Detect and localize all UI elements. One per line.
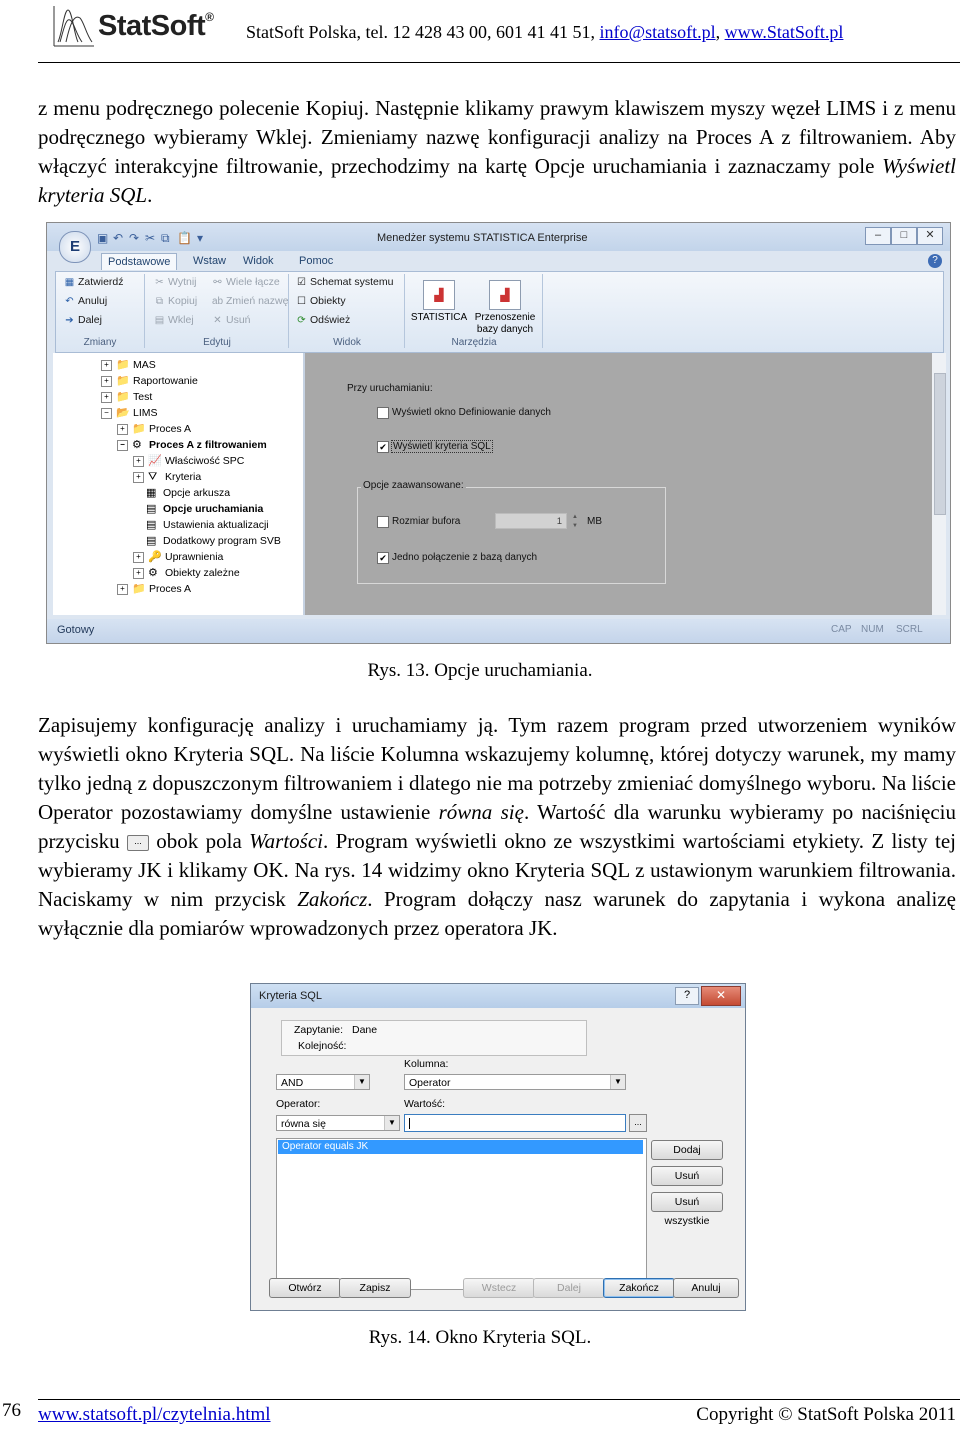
folder-icon: 📁 <box>132 423 146 435</box>
spin-arrows-icon[interactable]: ▲ ▼ <box>572 514 578 529</box>
database-chart-icon: ▟ <box>489 280 521 310</box>
tree-item[interactable]: ▤ Dodatkowy program SVB <box>146 535 281 547</box>
folder-icon: 📁 <box>116 359 130 371</box>
buffer-size-label: Rozmiar bufora <box>392 516 461 527</box>
buffer-size-input[interactable]: 1 <box>495 513 567 529</box>
chevron-down-icon: ▼ <box>610 1075 625 1089</box>
caps-indicator: CAP <box>831 624 852 635</box>
tree-item[interactable]: + ⛛ Kryteria <box>133 469 201 485</box>
value-input[interactable] <box>404 1114 626 1132</box>
query-value: Dane <box>352 1024 378 1036</box>
single-connection-checkbox[interactable]: ✔ <box>377 552 389 564</box>
vertical-scrollbar[interactable] <box>932 353 946 615</box>
qat-dropdown-icon[interactable]: ▾ <box>197 231 204 245</box>
group-label: Widok <box>333 337 361 348</box>
back-button[interactable]: Wstecz <box>463 1278 535 1298</box>
status-text: Gotowy <box>57 624 95 636</box>
svb-program-icon: ▤ <box>146 535 157 547</box>
next-button[interactable]: ➔ Dalej <box>65 314 102 326</box>
email-link[interactable]: info@statsoft.pl <box>599 22 716 42</box>
folder-icon: 📁 <box>116 375 130 387</box>
tab-widok[interactable]: Widok <box>243 255 274 267</box>
website-link[interactable]: www.StatSoft.pl <box>724 22 844 42</box>
rename-icon: ab <box>212 296 224 307</box>
paragraph-1: z menu podręcznego polecenie Kopiuj. Następnie klikamy prawym klawiszem myszy węzeł LIMS i z menu podręcznego wybieramy Wklej. Zmieniamy nazwę konfiguracji analizy na Proces A z filtrowaniem. Aby włączyć interakcyjne filtrowanie, przechodzimy na kartę Opcje uruchamiania i zaznaczamy pole Wyświetl kryteria SQL. <box>38 96 956 207</box>
arrow-right-icon: ➔ <box>65 315 74 326</box>
column-select[interactable]: Operator ▼ <box>404 1074 626 1090</box>
figure-14-dialog <box>250 983 746 1311</box>
cancel-button[interactable]: ↶ Anuluj <box>65 295 108 307</box>
copy-icon: ⧉ <box>155 296 164 307</box>
show-sql-criteria-checkbox[interactable]: ✔ <box>377 441 389 453</box>
refresh-icon: ⟳ <box>297 315 306 326</box>
group-label: Edytuj <box>203 337 231 348</box>
close-icon[interactable]: ✕ <box>917 227 943 245</box>
tab-wstaw[interactable]: Wstaw <box>193 255 226 267</box>
browse-button-glyph: ... <box>127 835 149 851</box>
scrollbar-thumb[interactable] <box>934 373 946 515</box>
query-label: Zapytanie: <box>294 1024 344 1036</box>
dialog-titlebar <box>251 984 745 1008</box>
group-narzedzia <box>406 274 543 348</box>
checkbox-checked-icon: ☑ <box>297 277 306 288</box>
advanced-label: Opcje zaawansowane: <box>363 480 464 491</box>
tree-item[interactable]: + ⚙ Obiekty zależne <box>133 565 240 581</box>
tree-item[interactable]: + 🔑 Uprawnienia <box>133 549 223 565</box>
statsoft-logo-mark-icon <box>52 4 96 48</box>
browse-values-button[interactable]: ... <box>629 1114 647 1132</box>
rename-button[interactable]: ab Zmień nazwę <box>212 295 289 307</box>
buffer-size-checkbox[interactable] <box>377 516 389 528</box>
folder-open-icon: 📂 <box>116 407 130 419</box>
paste-icon: ▤ <box>154 315 165 326</box>
approve-button[interactable]: ▦ Zatwierdź <box>64 276 124 288</box>
filter-icon: ⛛ <box>148 471 158 483</box>
cut-button[interactable]: ✂ Wytnij <box>155 276 197 288</box>
open-button[interactable]: Otwórz <box>269 1278 341 1298</box>
tree-item-active[interactable]: ▤ Opcje uruchamiania <box>146 503 264 515</box>
column-label: Kolumna: <box>404 1058 449 1070</box>
app-title: Menedżer systemu STATISTICA Enterprise <box>377 232 588 244</box>
tree-item-selected[interactable]: − ⚙ Proces A z filtrowaniem <box>117 437 267 453</box>
logo-wordmark: StatSoft® <box>98 10 214 42</box>
finish-button[interactable]: Zakończ <box>603 1278 675 1298</box>
run-label: Przy uruchamianiu: <box>347 383 433 394</box>
advanced-options-frame <box>357 487 666 584</box>
help-icon[interactable]: ? <box>928 254 942 268</box>
expand-icon: + <box>117 424 128 435</box>
delete-icon: ✕ <box>213 315 222 326</box>
tab-pomoc[interactable]: Pomoc <box>299 255 334 267</box>
update-settings-icon: ▤ <box>146 519 157 531</box>
show-define-window-label: Wyświetl okno Definiowanie danych <box>392 407 551 418</box>
page-header <box>38 0 960 62</box>
dialog-body <box>259 1014 737 1304</box>
cut-icon: ✂ <box>155 277 164 288</box>
redo-icon[interactable]: ↷ <box>129 231 140 245</box>
tree-item[interactable]: + 📁 MAS <box>101 357 156 373</box>
collapse-icon: − <box>117 440 128 451</box>
show-sql-criteria-label: Wyświetl kryteria SQL <box>393 441 491 452</box>
show-define-window-checkbox[interactable] <box>377 407 389 419</box>
ribbon <box>55 271 944 353</box>
statsoft-logo <box>52 4 262 50</box>
chevron-down-icon: ▼ <box>354 1075 369 1089</box>
figure-13-caption: Rys. 13. Opcje uruchamiania. <box>367 660 593 681</box>
dependent-objects-icon: ⚙ <box>148 567 158 579</box>
footer-link[interactable]: www.statsoft.pl/czytelnia.html <box>38 1404 271 1425</box>
minimize-icon[interactable]: – <box>865 227 891 245</box>
cancel-button[interactable]: Anuluj <box>673 1278 739 1298</box>
group-zmiany <box>56 274 145 348</box>
approve-icon: ▦ <box>64 277 75 288</box>
remove-button[interactable]: Usuń <box>651 1166 723 1186</box>
group-label: Zmiany <box>83 337 117 348</box>
tree-item[interactable]: + 📁 Test <box>101 389 152 405</box>
save-button[interactable]: Zapisz <box>339 1278 411 1298</box>
maximize-icon[interactable]: □ <box>891 227 917 245</box>
figure-13-screenshot <box>46 222 951 644</box>
tree-item[interactable]: + 📈 Właściwość SPC <box>133 453 244 469</box>
save-icon[interactable]: ▣ <box>97 231 109 245</box>
undo-icon: ↶ <box>65 296 74 307</box>
tree-item[interactable]: ▤ Ustawienia aktualizacji <box>146 519 269 531</box>
next-button[interactable]: Dalej <box>533 1278 605 1298</box>
query-info-box <box>281 1020 587 1056</box>
num-indicator: NUM <box>861 624 884 635</box>
checkbox-icon: ☐ <box>297 296 306 307</box>
tab-podstawowe[interactable]: Podstawowe <box>101 253 177 270</box>
folder-icon: 📁 <box>116 391 130 403</box>
close-icon[interactable]: ✕ <box>701 986 741 1006</box>
link-icon: ⚯ <box>213 277 222 288</box>
single-connection-label: Jedno połączenie z bazą danych <box>392 552 538 563</box>
config-tree <box>53 353 303 615</box>
chevron-down-icon: ▼ <box>384 1116 399 1130</box>
scroll-indicator: SCRL <box>896 624 923 635</box>
paste-button[interactable]: ▤ Wklej <box>154 314 194 326</box>
folder-icon: 📁 <box>132 583 146 595</box>
contact-text: StatSoft Polska, tel. 12 428 43 00, 601 41 41 51, <box>246 22 600 42</box>
header-rule <box>38 62 960 63</box>
remove-all-button[interactable]: Usuń wszystkie <box>651 1192 723 1212</box>
value-label: Wartość: <box>404 1098 446 1110</box>
multi-link-button[interactable]: ⚯ Wiele łącze <box>213 276 280 288</box>
collapse-icon: − <box>101 408 112 419</box>
expand-icon: + <box>133 472 144 483</box>
statistica-button[interactable]: ▟ STATISTICA <box>410 280 468 324</box>
tree-item[interactable]: + 📁 Proces A <box>117 421 191 437</box>
sheet-icon: ▦ <box>146 487 157 499</box>
run-options-icon: ▤ <box>146 503 157 515</box>
group-edytuj <box>146 274 289 348</box>
copyright: Copyright © StatSoft Polska 2011 <box>696 1404 956 1425</box>
paste-icon[interactable]: 📋 <box>177 231 192 245</box>
copy-button[interactable]: ⧉ Kopiuj <box>155 295 198 307</box>
logic-select[interactable]: AND ▼ <box>276 1074 370 1090</box>
cut-icon[interactable]: ✂ <box>145 231 156 245</box>
status-bar <box>47 619 950 643</box>
copy-icon[interactable]: ⧉ <box>161 231 170 245</box>
run-options-panel <box>305 353 932 615</box>
tree-item[interactable]: + 📁 Raportowanie <box>101 373 198 389</box>
app-menu-button[interactable]: E <box>59 231 91 263</box>
app-titlebar <box>47 223 950 251</box>
dialog-title: Kryteria SQL <box>259 990 322 1002</box>
expand-icon: + <box>101 360 112 371</box>
list-item[interactable]: Operator equals JK <box>278 1140 643 1154</box>
footer-rule <box>38 1399 960 1400</box>
paragraph-2: Zapisujemy konfigurację analizy i uruchamiamy ją. Tym razem program przed utworzeniem wyników wyświetli okno Kryteria SQL. Na liście Kolumna wskazujemy kolumnę, której dotyczy warunek, my mamy tylko jedną z dopuszczonym filtrowaniem i dlatego nie ma potrzeby zmieniać domyślnego wyboru. Na liście Operator pozostawiamy domyślne ustawienie równa się. Wartość dla warunku wybieramy po naciśnięciu przycisku ... obok pola Wartości. Program wyświetli okno ze wszystkimi wartościami etykiety. Z listy tej wybieramy JK i klikamy OK. Na rys. 14 widzimy okno Kryteria SQL z ustawionym warunkiem filtrowania. Naciskamy w nim przycisk Zakończ. Program dołączy nasz warunek do zapytania i wykona analizę wyłącznie dla pomiarów wprowadzonych przez operatora JK. <box>38 713 956 940</box>
tree-item[interactable]: − 📂 LIMS <box>101 405 158 421</box>
tree-item[interactable]: + 📁 Proces A <box>117 581 191 597</box>
header-contact: StatSoft Polska, tel. 12 428 43 00, 601 41 41 51, info@statsoft.pl, www.StatSoft.pl <box>246 22 844 42</box>
expand-icon: + <box>133 568 144 579</box>
key-icon: 🔑 <box>148 551 162 563</box>
delete-button[interactable]: ✕ Usuń <box>213 314 251 326</box>
chart-icon: 📈 <box>148 455 162 467</box>
text-cursor <box>409 1118 410 1129</box>
add-button[interactable]: Dodaj <box>651 1140 723 1160</box>
expand-icon: + <box>117 584 128 595</box>
operator-select[interactable]: równa się ▼ <box>276 1115 400 1131</box>
db-migration-button[interactable]: ▟ Przenoszenie bazy danych <box>470 280 540 336</box>
operator-label: Operator: <box>276 1098 321 1110</box>
expand-icon: + <box>133 552 144 563</box>
conditions-list[interactable] <box>276 1138 647 1290</box>
objects-checkbox[interactable]: ☐ Obiekty <box>297 295 346 307</box>
figure-14-caption: Rys. 14. Okno Kryteria SQL. <box>368 1327 592 1348</box>
order-label: Kolejność: <box>298 1040 347 1052</box>
expand-icon: + <box>101 392 112 403</box>
page-number: 76 <box>2 1400 21 1421</box>
expand-icon: + <box>133 456 144 467</box>
buffer-unit: MB <box>587 516 602 527</box>
group-label: Narzędzia <box>451 337 497 348</box>
config-icon: ⚙ <box>132 439 142 451</box>
undo-icon[interactable]: ↶ <box>113 231 124 245</box>
help-icon[interactable]: ? <box>675 987 699 1005</box>
run-options-pane <box>305 353 932 615</box>
group-widok <box>290 274 405 348</box>
tree-item[interactable]: ▦ Opcje arkusza <box>146 487 231 499</box>
expand-icon: + <box>101 376 112 387</box>
statistica-chart-icon: ▟ <box>423 280 455 310</box>
refresh-button[interactable]: ⟳ Odśwież <box>297 314 351 326</box>
system-schema-checkbox[interactable]: ☑ Schemat systemu <box>297 276 394 288</box>
